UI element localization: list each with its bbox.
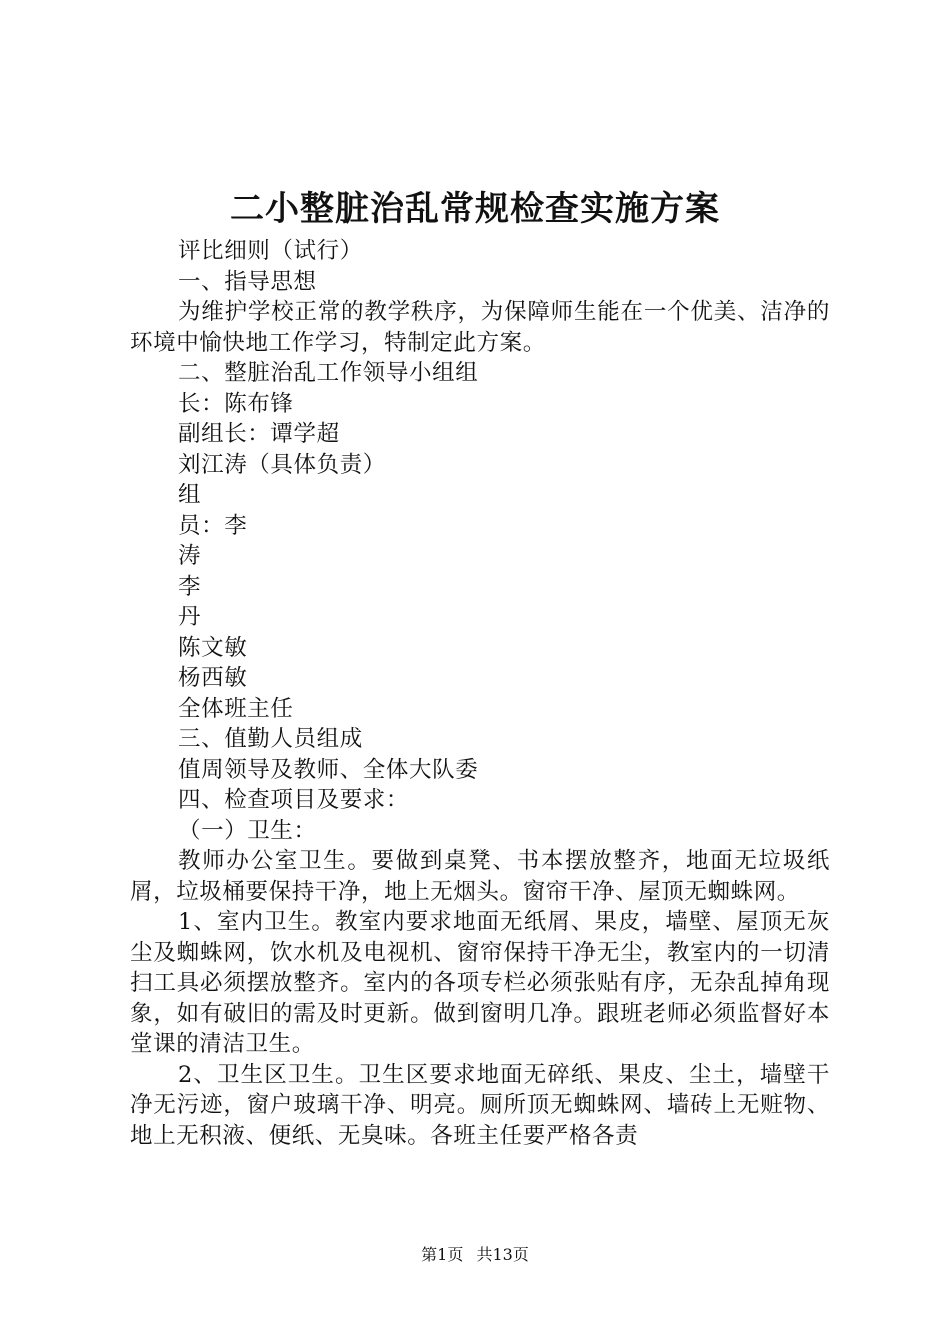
text-line: 评比细则（试行） (178, 238, 363, 264)
text-line: 值周领导及教师、全体大队委 (178, 756, 479, 783)
page-total: 共13页 (476, 1245, 529, 1264)
document-body (130, 236, 830, 1151)
text-line: 丹 (178, 604, 202, 630)
text-line: 组 (178, 482, 202, 508)
text-line: 长：陈布锋 (178, 390, 294, 417)
section-heading: 一、指导思想 (178, 268, 317, 295)
page-number: 第1页 (421, 1245, 464, 1264)
document-title: 二小整脏治乱常规检查实施方案 (230, 189, 720, 229)
paragraph-office: 教师办公室卫生。要做到桌凳、书本摆放整齐，地面无垃圾纸屑，垃圾桶要保持干净，地上无烟头。窗帘干净、屋顶无蜘蛛网。 (130, 848, 830, 905)
paragraph-area: 2、卫生区卫生。卫生区要求地面无碎纸、果皮、尘土，墙壁干净无污迹，窗户玻璃干净、明亮。厕所顶无蜘蛛网、墙砖上无赃物、地上无积液、便纸、无臭味。各班主任要严格各责 (130, 1061, 830, 1149)
text-line: 刘江涛（具体负责） (178, 451, 386, 478)
paragraph-intro: 为维护学校正常的教学秩序，为保障师生能在一个优美、洁净的环境中愉快地工作学习，特制定此方案。 (130, 299, 830, 356)
page-footer (0, 1244, 950, 1266)
text-line: 陈文敏 (178, 634, 248, 661)
text-line: 杨西敏 (178, 665, 248, 691)
subsection-heading: （一）卫生： (178, 817, 317, 844)
text-line: 全体班主任 (178, 695, 294, 722)
text-line: 李 (178, 573, 202, 600)
section-heading: 二、整脏治乱工作领导小组组 (178, 360, 479, 386)
text-line: 涛 (178, 543, 202, 569)
text-line: 员：李 (178, 512, 248, 539)
paragraph-indoor: 1、室内卫生。教室内要求地面无纸屑、果皮，墙壁、屋顶无灰尘及蜘蛛网，饮水机及电视机、窗帘保持干净无尘，教室内的一切清扫工具必须摆放整齐。室内的各项专栏必须张贴有序，无杂乱掉角现象，如有破旧的需及时更新。做到窗明几净。跟班老师必须监督好本堂课的清洁卫生。 (130, 909, 830, 1057)
text-line: 副组长：谭学超 (178, 421, 340, 447)
section-heading: 四、检查项目及要求： (178, 787, 410, 813)
section-heading: 三、值勤人员组成 (178, 726, 363, 752)
